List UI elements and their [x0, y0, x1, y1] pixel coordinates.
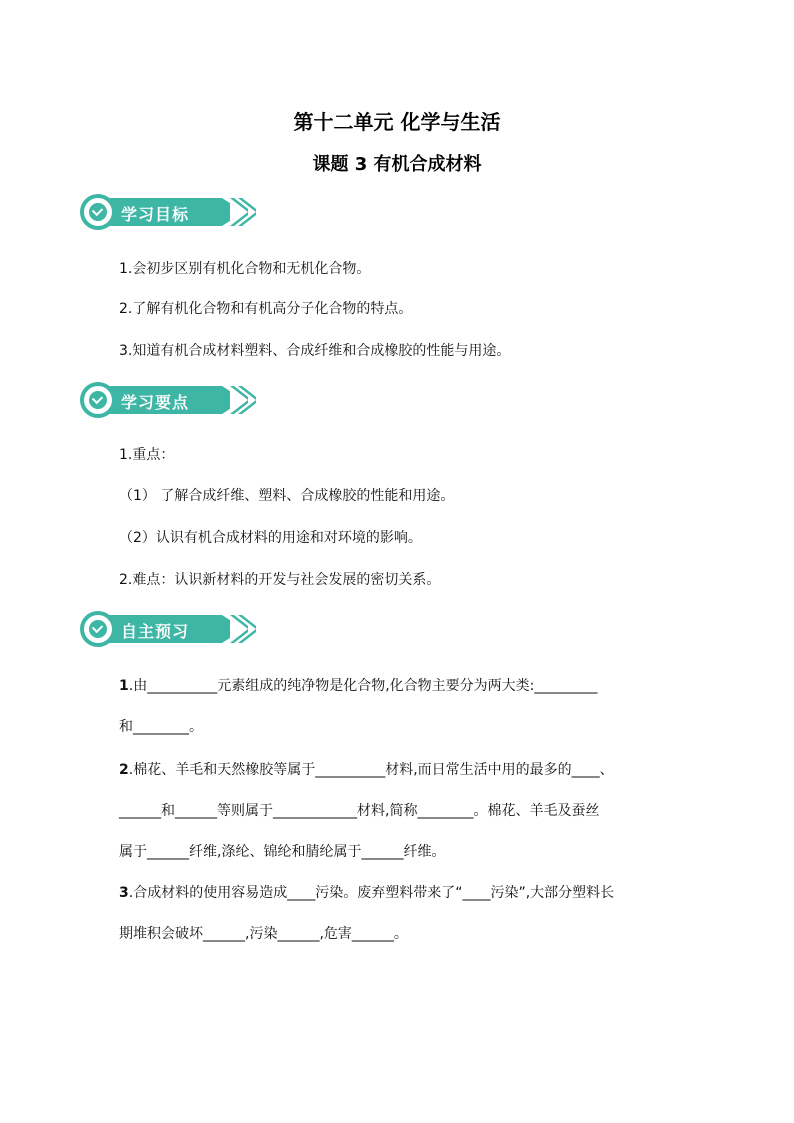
- preview-question-2-line-2: ______和______等则属于____________材料,简称________。棉花、羊毛及蚕丝: [119, 803, 600, 819]
- check-circle-icon: [80, 382, 116, 418]
- section-badge-goals: [80, 194, 250, 230]
- key-point-item: （2）认识有机合成材料的用途和对环境的影响。: [119, 530, 422, 546]
- goal-item-1: 1.会初步区别有机化合物和无机化合物。: [119, 261, 371, 277]
- preview-question-3-line-1: [119, 882, 614, 902]
- preview-question-2-line-3: 属于______纤维,涤纶、锦纶和腈纶属于______纤维。: [119, 844, 446, 860]
- check-circle-icon: [80, 194, 116, 230]
- question-text: .合成材料的使用容易造成____污染。废弃塑料带来了“____污染”,大部分塑料长: [128, 885, 615, 901]
- preview-question-3-line-2: 期堆积会破坏______,污染______,危害______。: [119, 926, 408, 942]
- section-badge-preview: [80, 611, 250, 647]
- unit-title: 第十二单元 化学与生活: [293, 110, 501, 134]
- preview-question-1-line-1: [119, 675, 597, 695]
- goal-item-2: 2.了解有机化合物和有机高分子化合物的特点。: [119, 301, 413, 317]
- section-badge-label: 自主预习: [121, 622, 190, 641]
- lesson-title: 课题 3 有机合成材料: [312, 154, 482, 175]
- key-point-item: 2.难点：认识新材料的开发与社会发展的密切关系。: [119, 572, 441, 588]
- question-text: .由__________元素组成的纯净物是化合物,化合物主要分为两大类:_________: [128, 678, 598, 694]
- key-point-item: 1.重点：: [119, 447, 175, 463]
- question-number: 1: [119, 678, 129, 694]
- check-circle-icon: [80, 611, 116, 647]
- preview-question-1-line-2: 和________。: [119, 719, 203, 735]
- preview-question-2-line-1: [119, 759, 614, 779]
- key-point-item: （1） 了解合成纤维、塑料、合成橡胶的性能和用途。: [119, 488, 455, 504]
- question-text: .棉花、羊毛和天然橡胶等属于__________材料,而日常生活中用的最多的____、: [128, 762, 614, 778]
- question-number: 2: [119, 762, 129, 778]
- section-badge-key-points: [80, 382, 250, 418]
- goal-item-3: 3.知道有机合成材料塑料、合成纤维和合成橡胶的性能与用途。: [119, 343, 511, 359]
- section-badge-label: 学习目标: [121, 205, 190, 224]
- question-number: 3: [119, 885, 129, 901]
- section-badge-label: 学习要点: [121, 393, 190, 412]
